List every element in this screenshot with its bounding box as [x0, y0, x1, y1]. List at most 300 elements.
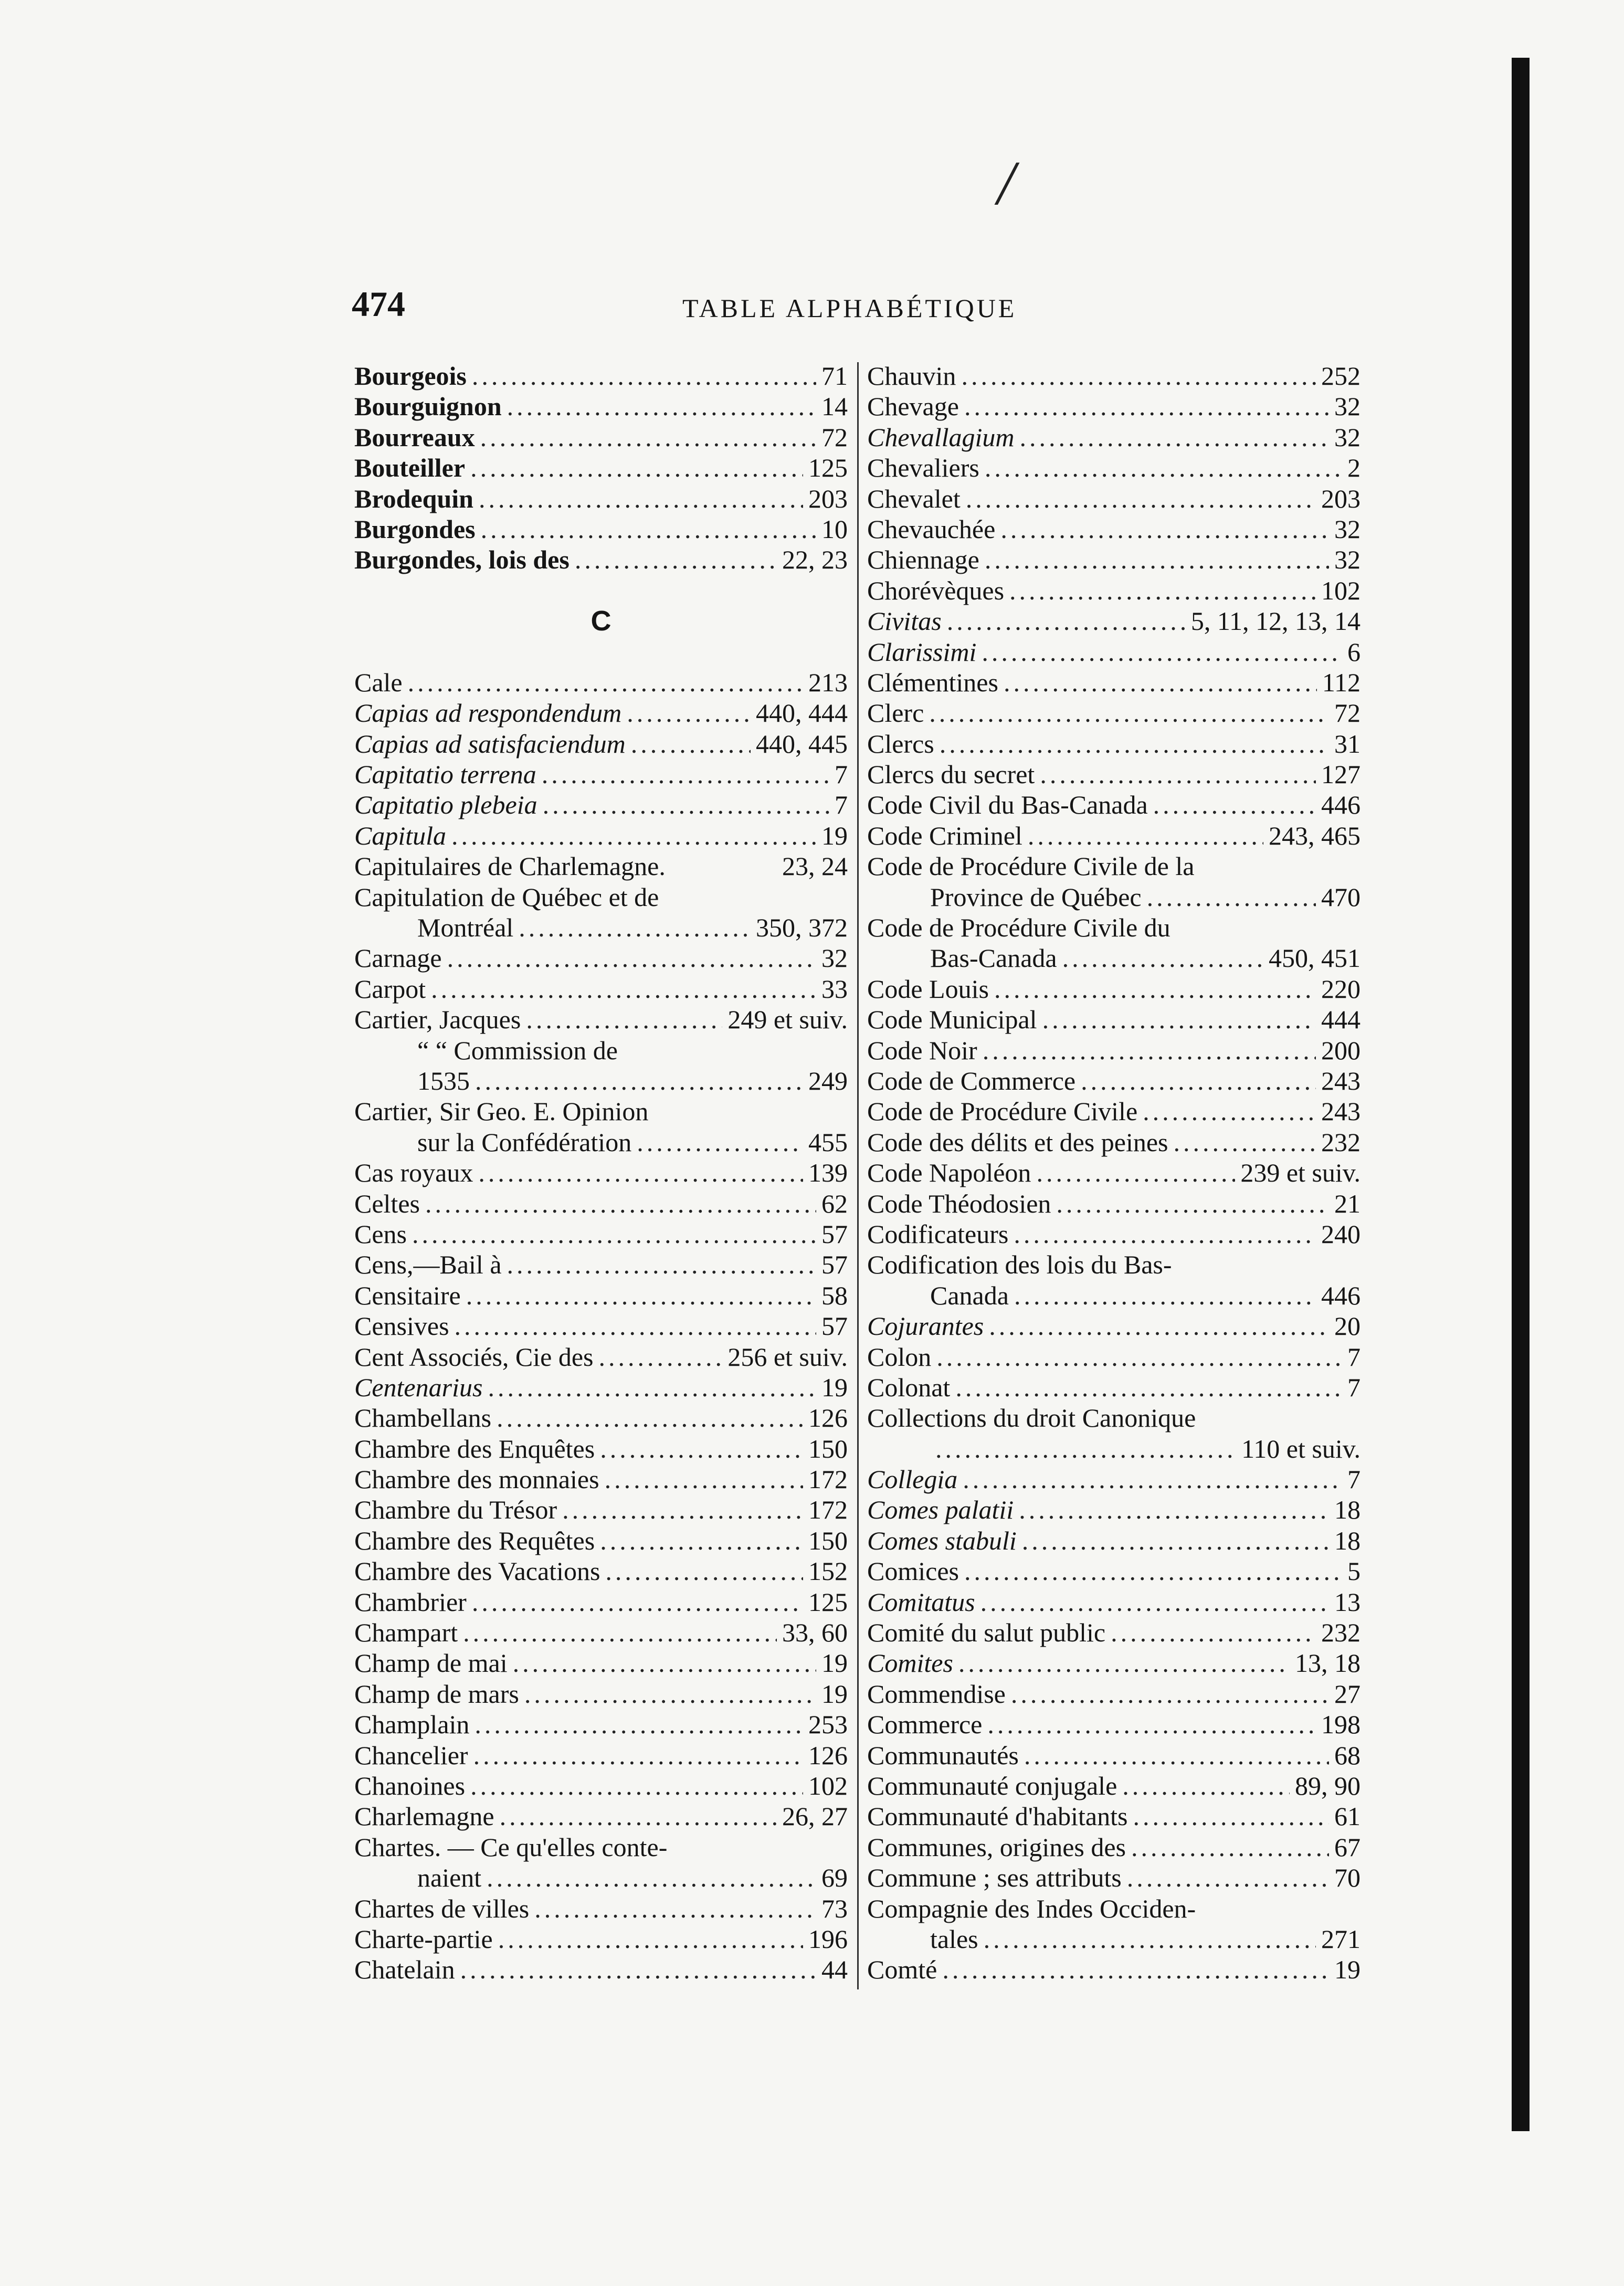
index-entry: [867, 1219, 1361, 1249]
index-entry: [354, 667, 848, 698]
page-reference: 249: [808, 1066, 848, 1095]
leader-dots: [1127, 1862, 1329, 1893]
leader-dots: [479, 483, 803, 514]
entry-term: Censitaire: [354, 1280, 461, 1310]
page-reference: 243: [1321, 1066, 1361, 1095]
leader-dots: [987, 1709, 1316, 1740]
page-reference: 446: [1321, 1280, 1361, 1310]
page-reference: 2: [1347, 453, 1361, 483]
page-reference: 126: [808, 1403, 848, 1433]
index-entry: [867, 1464, 1361, 1494]
page-reference: 252: [1321, 361, 1361, 391]
page-reference: 19: [821, 1648, 848, 1678]
leader-dots: [605, 1464, 803, 1494]
leader-dots: [497, 1403, 803, 1433]
index-entry: [354, 1311, 848, 1341]
entry-term: Cale: [354, 667, 403, 697]
index-entry: [354, 1434, 848, 1464]
page-reference: 253: [808, 1710, 848, 1740]
index-entry: [867, 1525, 1361, 1556]
page-reference: 13: [1334, 1587, 1361, 1617]
page-reference: 112: [1322, 667, 1361, 697]
leader-dots: [637, 1127, 803, 1157]
page-reference: 32: [821, 943, 848, 973]
index-entry: [354, 1862, 848, 1893]
entry-term: Chambre des Requêtes: [354, 1525, 595, 1555]
index-entry: [354, 1342, 848, 1372]
index-entry: [867, 1648, 1361, 1678]
leader-dots: [507, 391, 816, 422]
index-entry: [354, 391, 848, 422]
leader-dots: [600, 1434, 803, 1464]
page-reference: 70: [1334, 1863, 1361, 1893]
index-entry: [867, 483, 1361, 514]
entry-term: 1535: [417, 1066, 470, 1095]
index-entry: [867, 1188, 1361, 1219]
leader-dots: [480, 422, 816, 452]
leader-dots: [1000, 514, 1329, 544]
entry-term: Champlain: [354, 1710, 470, 1740]
entry-term: Colonat: [867, 1372, 951, 1402]
page-reference: 110 et suiv.: [1241, 1434, 1361, 1463]
leader-dots: [1133, 1801, 1329, 1831]
leader-dots: [478, 1157, 803, 1188]
leader-dots: [408, 667, 803, 698]
entry-term: Code Noir: [867, 1035, 977, 1065]
spacer: [354, 637, 848, 667]
entry-term: Chambre des Vacations: [354, 1556, 600, 1586]
entry-term: Cartier, Sir Geo. E. Opinion: [354, 1097, 649, 1126]
entry-term: Code de Commerce: [867, 1066, 1076, 1095]
entry-term: Chatelain: [354, 1955, 455, 1985]
page-reference: 256 et suiv.: [727, 1342, 848, 1372]
entry-term: Brodequin: [354, 483, 473, 513]
index-entry: [867, 1679, 1361, 1709]
entry-term: Chartes de villes: [354, 1893, 530, 1923]
leader-dots: [513, 1648, 816, 1678]
leader-dots: [961, 361, 1316, 391]
leader-dots: [994, 974, 1316, 1004]
leader-dots: [605, 1556, 803, 1586]
leader-dots: [1040, 759, 1316, 789]
entry-term: Chiennage: [867, 545, 979, 575]
entry-term: Chevauchée: [867, 514, 996, 544]
index-entry: [354, 422, 848, 452]
page-reference: 102: [1321, 575, 1361, 605]
leader-dots: [1024, 1740, 1329, 1771]
leader-dots: [455, 1311, 816, 1341]
page-reference: 7: [835, 760, 848, 789]
page-reference: 125: [808, 453, 848, 483]
leader-dots: [1143, 1096, 1316, 1126]
index-entry: [867, 759, 1361, 789]
entry-term: Capias ad respondendum: [354, 698, 622, 728]
entry-term: Code Théodosien: [867, 1188, 1051, 1218]
leader-dots: [980, 1587, 1329, 1617]
entry-term: Chorévèques: [867, 575, 1005, 605]
leader-dots: [1019, 1494, 1329, 1525]
index-entry: [867, 452, 1361, 483]
entry-term: Code des délits et des peines: [867, 1127, 1168, 1157]
leader-dots: [487, 1862, 816, 1893]
page-reference: 23, 24: [782, 851, 848, 881]
index-entry: [354, 1740, 848, 1771]
page-reference: 102: [808, 1771, 848, 1800]
page-reference: 19: [821, 1679, 848, 1709]
leader-dots: [1174, 1127, 1316, 1157]
entry-term: Cens: [354, 1219, 407, 1249]
index-entry: [867, 1280, 1361, 1311]
index-entry: [354, 912, 848, 943]
entry-term: Chambellans: [354, 1403, 492, 1433]
entry-term: tales: [930, 1924, 978, 1954]
leader-dots: [929, 698, 1329, 728]
index-entry: [354, 1709, 848, 1740]
page-reference: 57: [821, 1250, 848, 1280]
index-entry: [354, 1617, 848, 1648]
index-entry: [354, 1157, 848, 1188]
leader-dots: [470, 452, 803, 483]
page-reference: 27: [1334, 1679, 1361, 1709]
page-reference: 243, 465: [1269, 820, 1361, 850]
index-entry: [354, 820, 848, 851]
index-entry: [354, 1219, 848, 1249]
leader-dots: [472, 361, 816, 391]
entry-term: Bourgeois: [354, 361, 467, 391]
page-reference: 10: [821, 514, 848, 544]
entry-term: Comté: [867, 1955, 937, 1985]
index-entry: [354, 452, 848, 483]
page-reference: 150: [808, 1525, 848, 1555]
entry-term: Centenarius: [354, 1372, 483, 1402]
index-entry: [867, 544, 1361, 575]
leader-dots: [507, 1249, 816, 1280]
binding-edge: [1512, 58, 1530, 2131]
leader-dots: [983, 1035, 1316, 1066]
leader-dots: [412, 1219, 816, 1249]
entry-term: Capitulaires de Charlemagne.: [354, 851, 666, 881]
entry-term: Collections du droit Canonique: [867, 1403, 1196, 1433]
index-entry: [867, 943, 1361, 973]
index-entry: [867, 361, 1361, 391]
index-entry: [354, 698, 848, 728]
entry-term: Comites: [867, 1648, 953, 1678]
index-entry: [354, 1372, 848, 1403]
page-reference: 198: [1321, 1710, 1361, 1740]
page-reference: 72: [1334, 698, 1361, 728]
page-reference: 68: [1334, 1740, 1361, 1770]
index-entry: [354, 1280, 848, 1311]
index-entry: [867, 1342, 1361, 1372]
entry-term: Codificateurs: [867, 1219, 1009, 1249]
leader-dots: [1131, 1832, 1329, 1862]
entry-term: Clémentines: [867, 667, 998, 697]
index-entry: [867, 1954, 1361, 1985]
leader-dots: [1020, 422, 1329, 452]
entry-term: Chartes. — Ce qu'elles conte-: [354, 1832, 668, 1862]
index-entry: [354, 1188, 848, 1219]
page-reference: 32: [1334, 514, 1361, 544]
entry-term: Carpot: [354, 974, 426, 1004]
index-column-right: [867, 361, 1361, 1985]
page-reference: 19: [1334, 1955, 1361, 1985]
page-reference: 57: [821, 1219, 848, 1249]
index-entry: [867, 1035, 1361, 1066]
page-reference: 32: [1334, 422, 1361, 452]
page-number: 474: [352, 284, 405, 324]
leader-dots: [519, 912, 751, 943]
entry-term: Chevalet: [867, 483, 961, 513]
leader-dots: [575, 544, 777, 575]
entry-term: Clercs: [867, 729, 934, 759]
page-reference: 71: [821, 361, 848, 391]
page-reference: 33: [821, 974, 848, 1004]
entry-term: Capias ad satisfaciendum: [354, 729, 626, 759]
index-entry: [867, 1893, 1361, 1924]
leader-dots: [958, 1648, 1290, 1678]
leader-dots: [524, 1679, 816, 1709]
leader-dots: [989, 1311, 1329, 1341]
entry-term: Colon: [867, 1342, 932, 1372]
page-reference: 350, 372: [756, 913, 848, 943]
index-entry: [867, 1709, 1361, 1740]
leader-dots: [1014, 1219, 1316, 1249]
leader-dots: [985, 544, 1329, 575]
page-reference: 69: [821, 1863, 848, 1893]
leader-dots: [451, 820, 816, 851]
page-reference: 57: [821, 1311, 848, 1341]
page-reference: 7: [1347, 1372, 1361, 1402]
page-reference: 18: [1334, 1525, 1361, 1555]
entry-term: Bouteiller: [354, 453, 466, 483]
page-reference: 19: [821, 1372, 848, 1402]
index-entry: [354, 1035, 848, 1066]
index-entry: [354, 1127, 848, 1157]
index-entry: [354, 1801, 848, 1831]
index-entry: [867, 789, 1361, 820]
entry-term: Clarissimi: [867, 637, 977, 667]
leader-dots: [488, 1372, 816, 1403]
index-entry: [867, 912, 1361, 943]
page-reference: 150: [808, 1434, 848, 1463]
entry-term: Commerce: [867, 1710, 983, 1740]
entry-term: Cas royaux: [354, 1158, 473, 1188]
index-entry: [354, 882, 848, 912]
index-entry: [867, 1004, 1361, 1035]
page-reference: 33, 60: [782, 1618, 848, 1648]
entry-term: Code Napoléon: [867, 1158, 1031, 1188]
page-reference: 32: [1334, 392, 1361, 422]
page-reference: 139: [808, 1158, 848, 1188]
index-entry: [867, 514, 1361, 544]
entry-term: Bas-Canada: [930, 943, 1057, 973]
entry-term: Chancelier: [354, 1740, 468, 1770]
entry-term: Compagnie des Indes Occiden-: [867, 1893, 1196, 1923]
page-reference: 26, 27: [782, 1802, 848, 1831]
page-reference: 243: [1321, 1097, 1361, 1126]
entry-term: Cens,—Bail à: [354, 1250, 502, 1280]
index-entry: [867, 1311, 1361, 1341]
page-reference: 200: [1321, 1035, 1361, 1065]
index-entry: [867, 667, 1361, 698]
index-entry: [867, 637, 1361, 667]
page-reference: 19: [821, 820, 848, 850]
leader-dots: [543, 789, 829, 820]
leader-dots: [631, 729, 751, 759]
leader-dots: [1122, 1771, 1290, 1801]
leader-dots: [1056, 1188, 1329, 1219]
index-entry: [867, 1434, 1361, 1464]
index-entry: [867, 851, 1361, 881]
leader-dots: [966, 483, 1316, 514]
page-reference: 232: [1321, 1618, 1361, 1648]
margin-mark: /: [997, 148, 1015, 218]
page-reference: 89, 90: [1295, 1771, 1361, 1800]
leader-dots: [1028, 820, 1263, 851]
index-entry: [867, 1587, 1361, 1617]
page-reference: 446: [1321, 790, 1361, 820]
entry-term: Carnage: [354, 943, 442, 973]
entry-term: Montréal: [417, 913, 514, 943]
index-entry: [354, 1648, 848, 1678]
leader-dots: [1004, 667, 1317, 698]
entry-term: Charlemagne: [354, 1802, 494, 1831]
index-entry: [354, 1249, 848, 1280]
page-reference: 152: [808, 1556, 848, 1586]
page-reference: 22, 23: [782, 545, 848, 575]
leader-dots: [474, 1709, 803, 1740]
leader-dots: [1062, 943, 1263, 973]
entry-term: Codification des lois du Bas-: [867, 1250, 1172, 1280]
entry-term: Code Criminel: [867, 820, 1022, 850]
index-entry: [867, 1127, 1361, 1157]
leader-dots: [1042, 1004, 1316, 1035]
leader-dots: [942, 1954, 1329, 1985]
leader-dots: [463, 1617, 777, 1648]
page-reference: 5, 11, 12, 13, 14: [1190, 606, 1361, 636]
index-entry: [867, 422, 1361, 452]
page-reference: 58: [821, 1280, 848, 1310]
page-reference: 67: [1334, 1832, 1361, 1862]
page-reference: 32: [1334, 545, 1361, 575]
leader-dots: [600, 1525, 803, 1556]
entry-term: Canada: [930, 1280, 1009, 1310]
entry-term: Communautés: [867, 1740, 1019, 1770]
leader-dots: [472, 1587, 803, 1617]
index-entry: [867, 1096, 1361, 1126]
page-reference: 18: [1334, 1495, 1361, 1525]
entry-term: Celtes: [354, 1188, 420, 1218]
entry-term: Cartier, Jacques: [354, 1005, 521, 1035]
entry-term: Capitatio terrena: [354, 760, 536, 789]
running-header: [352, 283, 1108, 331]
index-entry: [867, 698, 1361, 728]
leader-dots: [475, 1066, 803, 1096]
page-reference: 172: [808, 1465, 848, 1494]
leader-dots: [481, 514, 816, 544]
page-reference: 6: [1347, 637, 1361, 667]
entry-term: Clerc: [867, 698, 924, 728]
page-reference: 14: [821, 392, 848, 422]
page-reference: 61: [1334, 1802, 1361, 1831]
entry-term: “ “ Commission de: [417, 1035, 618, 1065]
page-reference: 72: [821, 422, 848, 452]
index-entry: [354, 1832, 848, 1862]
entry-term: Comices: [867, 1556, 959, 1586]
leader-dots: [542, 759, 829, 789]
index-entry: [867, 882, 1361, 912]
leader-dots: [1011, 1679, 1329, 1709]
entry-term: Comitatus: [867, 1587, 975, 1617]
leader-dots: [500, 1801, 777, 1831]
index-entry: [354, 729, 848, 759]
entry-term: Capitula: [354, 820, 447, 850]
index-entry: [867, 1801, 1361, 1831]
entry-term: Communes, origines des: [867, 1832, 1126, 1862]
page-reference: 271: [1321, 1924, 1361, 1954]
entry-term: Chambre du Trésor: [354, 1495, 557, 1525]
entry-term: Chevage: [867, 392, 959, 422]
index-entry: [867, 1617, 1361, 1648]
page-reference: 440, 444: [756, 698, 848, 728]
index-entry: [867, 729, 1361, 759]
index-entry: [354, 1494, 848, 1525]
page-reference: 7: [835, 790, 848, 820]
page-reference: 5: [1347, 1556, 1361, 1586]
index-entry: [354, 1096, 848, 1126]
entry-term: Collegia: [867, 1465, 958, 1494]
page-reference: 232: [1321, 1127, 1361, 1157]
entry-term: Communauté conjugale: [867, 1771, 1117, 1800]
index-entry: [354, 1924, 848, 1954]
page-reference: 31: [1334, 729, 1361, 759]
index-entry: [867, 1924, 1361, 1954]
page-reference: 203: [808, 483, 848, 513]
page-reference: 444: [1321, 1005, 1361, 1035]
leader-dots: [964, 1556, 1342, 1586]
entry-term: Comes stabuli: [867, 1525, 1017, 1555]
leader-dots: [470, 1771, 803, 1801]
entry-term: Code Louis: [867, 974, 989, 1004]
page-reference: 440, 445: [756, 729, 848, 759]
index-entry: [354, 943, 848, 973]
entry-term: Capitatio plebeia: [354, 790, 537, 820]
page-reference: 220: [1321, 974, 1361, 1004]
leader-dots: [1036, 1157, 1235, 1188]
entry-term: Burgondes, lois des: [354, 545, 570, 575]
leader-dots: [1014, 1280, 1316, 1311]
leader-dots: [1022, 1525, 1329, 1556]
page-reference: 7: [1347, 1465, 1361, 1494]
page-reference: 213: [808, 667, 848, 697]
entry-term: Commune ; ses attributs: [867, 1863, 1122, 1893]
index-entry: [867, 1862, 1361, 1893]
leader-dots: [1111, 1617, 1316, 1648]
entry-term: Communauté d'habitants: [867, 1802, 1128, 1831]
index-entry: [867, 1771, 1361, 1801]
index-entry: [867, 1157, 1361, 1188]
entry-term: Chambre des monnaies: [354, 1465, 599, 1494]
entry-term: sur la Confédération: [417, 1127, 632, 1157]
page-reference: 126: [808, 1740, 848, 1770]
index-entry: [867, 1372, 1361, 1403]
page-reference: 172: [808, 1495, 848, 1525]
index-entry: [354, 1066, 848, 1096]
page-reference: 62: [821, 1188, 848, 1218]
entry-term: Chambre des Enquêtes: [354, 1434, 595, 1463]
index-entry: [867, 1832, 1361, 1862]
entry-term: Capitulation de Québec et de: [354, 882, 659, 912]
